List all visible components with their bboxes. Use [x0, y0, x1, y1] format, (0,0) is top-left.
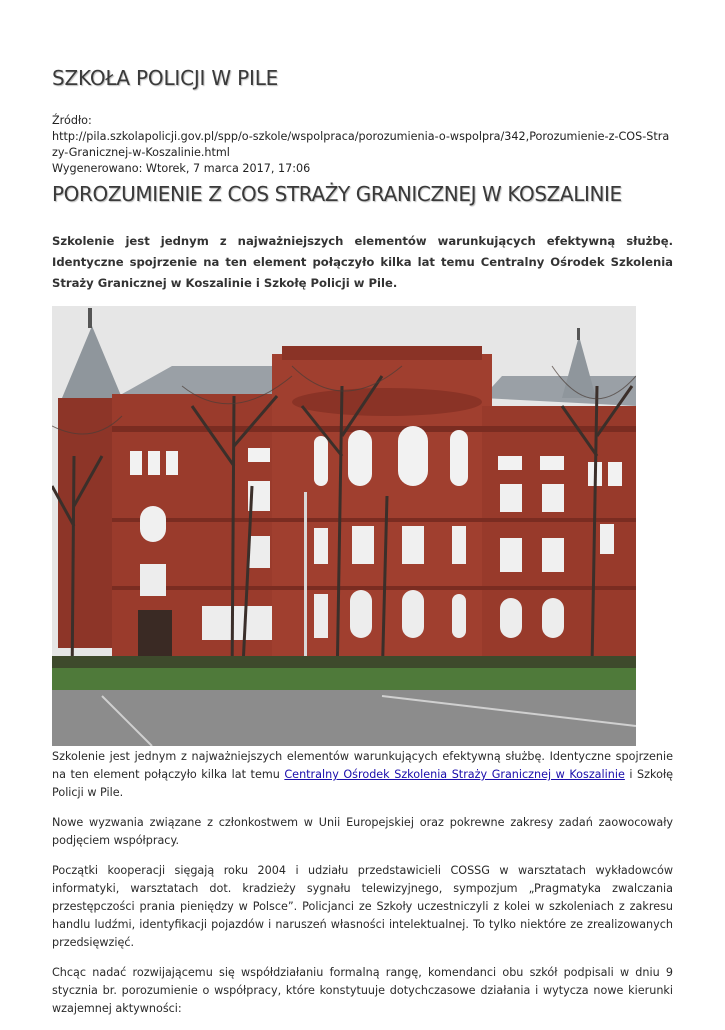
paragraph-1 [52, 748, 673, 802]
generated-timestamp: Wygenerowano: Wtorek, 7 marca 2017, 17:06 [52, 162, 311, 175]
paragraph-3: Początki kooperacji sięgają roku 2004 i udziału przedstawicieli COSSG w warsztatach wykładowców informatyki, warsztatach dot. kradzieży sygnału telewizyjnego, sympozjum „Pragmatyka zwalczania przestępczości prania pieniędzy w Polsce”. Policjanci ze Szkoły uczestniczyli z kolei w szkoleniach z zakresu handlu ludźmi, identyfikacji pojazdów i naruszeń własności intelektualnej. To tylko niektóre ze zrealizowanych przedsięwzięć. [52, 864, 673, 949]
source-url: http://pila.szkolapolicji.gov.pl/spp/o-szkole/wspolpraca/porozumienia-o-wspolpra/342,Porozumienie-z-COS-Strazy-Granicznej-w-Koszalinie.html [52, 130, 670, 159]
paragraph-4: Chcąc nadać rozwijającemu się współdziałaniu formalną rangę, komendanci obu szkół podpisali w dniu 9 stycznia br. porozumienie o współpracy, które konstytuuje dotychczasowe działania i wytycza nowe kierunki wzajemnej aktywności: [52, 966, 673, 1015]
building-photo-illustration [52, 306, 636, 746]
cossg-link[interactable]: Centralny Ośrodek Szkolenia Straży Granicznej w Koszalinie [284, 768, 625, 781]
article-title: POROZUMIENIE Z COS STRAŻY GRANICZNEJ W KOSZALINIE [52, 182, 622, 206]
article-lead: Szkolenie jest jednym z najważniejszych elementów warunkujących efektywną służbę. Identyczne spojrzenie na ten element połączyło kilka lat temu Centralny Ośrodek Szkolenia Straży Granicznej w Koszalinie i Szkołę Policji w Pile. [52, 234, 673, 290]
source-info [52, 113, 673, 177]
paragraph-2: Nowe wyzwania związane z członkostwem w Unii Europejskiej oraz pokrewne zakresy zadań zaowocowały podjęciem współpracy. [52, 816, 673, 847]
paragraph-1-text: Szkolenie jest jednym z najważniejszych elementów warunkujących efektywną służbę. Identyczne spojrzenie na ten element połączyło kilka lat temu [52, 750, 673, 781]
building-photo [52, 306, 636, 746]
article-body [52, 748, 673, 1030]
source-label: Źródło: [52, 114, 92, 127]
site-title: SZKOŁA POLICJI W PILE [52, 66, 279, 90]
paragraph-1-end: i Szkołę Policji w Pile. [52, 768, 674, 799]
